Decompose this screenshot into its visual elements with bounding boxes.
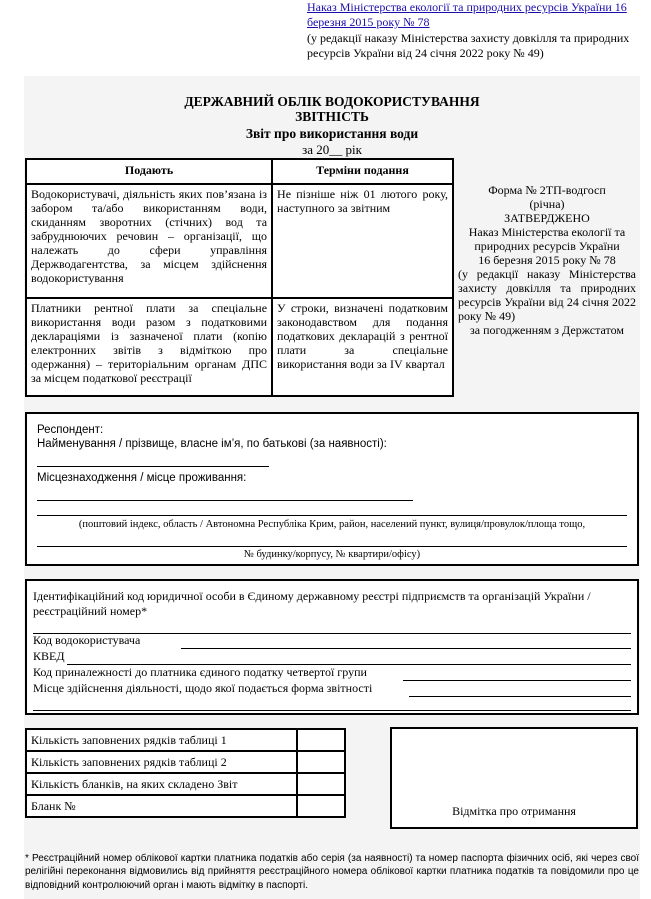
forms-count-value[interactable]	[297, 773, 345, 795]
submitter-cell: Платники рентної плати за спеціальне використання води разом з податковими деклараціями із зазначеної плати (копію електронних звітів з відміткою про одержання) – територіальним органам ДПС за місцем податкової реєстрації	[26, 298, 272, 396]
deadlines-header: Терміни подання	[272, 159, 453, 184]
forms-count-label: Кількість бланків, на яких складено Звіт	[26, 773, 297, 795]
submission-table	[25, 158, 454, 397]
form-number: Форма № 2ТП-водгосп	[488, 183, 606, 197]
location-field[interactable]	[37, 500, 413, 501]
location-label: Місцезнаходження / місце проживання:	[37, 472, 247, 484]
approved-label: ЗАТВЕРДЖЕНО	[504, 211, 590, 225]
submission-row	[26, 298, 453, 396]
activity-place-field-2[interactable]	[33, 710, 631, 711]
footnote: * Реєстраційний номер облікової картки платника податків або серія (за наявності) та номер паспорта фізичних осіб, які через свої релігійні переконання відмовились від прийняття реєстраційного номера облікової картки платника податків та повідомили про це відповідний контролюючий орган і мають відмітку в паспорті.	[25, 853, 639, 891]
respondent-label: Респондент:	[37, 424, 104, 436]
approving-order-date: 16 березня 2015 року № 78	[478, 253, 616, 267]
order-edition-note: (у редакції наказу Міністерства захисту довкілля та природних ресурсів України від 24 січня 2022 року № 49)	[307, 31, 630, 60]
order-link[interactable]: Наказ Міністерства екології та природних ресурсів України 16 березня 2015 року № 78	[307, 0, 627, 29]
table1-rows-label: Кількість заповнених рядків таблиці 1	[26, 729, 297, 751]
submitter-cell: Водокористувачі, діяльність яких пов’язана із забором та/або використанням води, скиданням зворотних (стічних) вод та забруднюючих речовин – організації, що належать до сфери управління Держводагентства, за місцем здійснення водокористування	[26, 184, 272, 298]
address-field[interactable]	[37, 515, 627, 516]
activity-place-field[interactable]	[409, 696, 631, 697]
respondent-name-field[interactable]	[37, 466, 269, 467]
address-hint: (поштовий індекс, область / Автономна Республіка Крим, район, населений пункт, вулиця/провулок/площа тощо,	[78, 519, 586, 530]
legal-entity-code-label: Ідентифікаційний код юридичної особи в Єдиному державному реєстрі підприємств та організацій України / реєстраційний номер*	[33, 589, 591, 618]
table1-rows-value[interactable]	[297, 729, 345, 751]
receipt-stamp-box	[390, 727, 638, 829]
deadline-cell: Не пізніше ніж 01 лютого року, наступного за звітним	[272, 184, 453, 298]
counts-row	[26, 729, 345, 751]
identification-section	[25, 579, 639, 715]
address-field-2[interactable]	[37, 546, 627, 547]
report-section-title: ЗВІТНІСТЬ	[295, 109, 369, 124]
report-name: Звіт про використання води	[245, 126, 419, 141]
deadline-cell: У строки, визначені податковим законодавством для подання податкових декларацій з рентної плати за спеціальне використання води за IV квартал	[272, 298, 453, 396]
table2-rows-label: Кількість заповнених рядків таблиці 2	[26, 751, 297, 773]
activity-place-label: Місце здійснення діяльності, щодо якої подається форма звітності	[33, 681, 373, 695]
counts-row	[26, 773, 345, 795]
kved-label: КВЕД	[33, 649, 65, 663]
receipt-label: Відмітка про отримання	[452, 804, 576, 818]
approving-order: Наказ Міністерства екології та природних ресурсів України	[468, 225, 626, 253]
form-approval-block	[458, 183, 636, 337]
approving-order-edition: (у редакції наказу Міністерства захисту довкілля та природних ресурсів України від 24 січня 2022 року № 49)	[458, 267, 636, 323]
agreed-with: за погодженням з Держстатом	[470, 323, 624, 337]
form-number-label: Бланк №	[26, 795, 297, 817]
respondent-section	[25, 412, 639, 566]
respondent-name-label: Найменування / прізвище, власне ім’я, по батькові (за наявності):	[37, 438, 387, 450]
submission-row	[26, 184, 453, 298]
counts-table	[25, 728, 346, 818]
submission-table-header	[26, 159, 453, 184]
counts-row	[26, 751, 345, 773]
water-user-code-field[interactable]	[181, 648, 631, 649]
table2-rows-value[interactable]	[297, 751, 345, 773]
single-tax-group-field[interactable]	[403, 680, 631, 681]
address-hint-2: № будинку/корпусу, № квартири/офісу)	[243, 549, 421, 560]
single-tax-group-label: Код приналежності до платника єдиного податку четвертої групи	[33, 665, 367, 679]
report-category-title: ДЕРЖАВНИЙ ОБЛІК ВОДОКОРИСТУВАННЯ	[184, 94, 480, 109]
counts-row	[26, 795, 345, 817]
report-year: за 20__ рік	[302, 142, 362, 157]
form-period: (річна)	[529, 197, 565, 211]
water-user-code-label: Код водокористувача	[33, 633, 141, 647]
submitters-header: Подають	[26, 159, 272, 184]
form-number-value[interactable]	[297, 795, 345, 817]
